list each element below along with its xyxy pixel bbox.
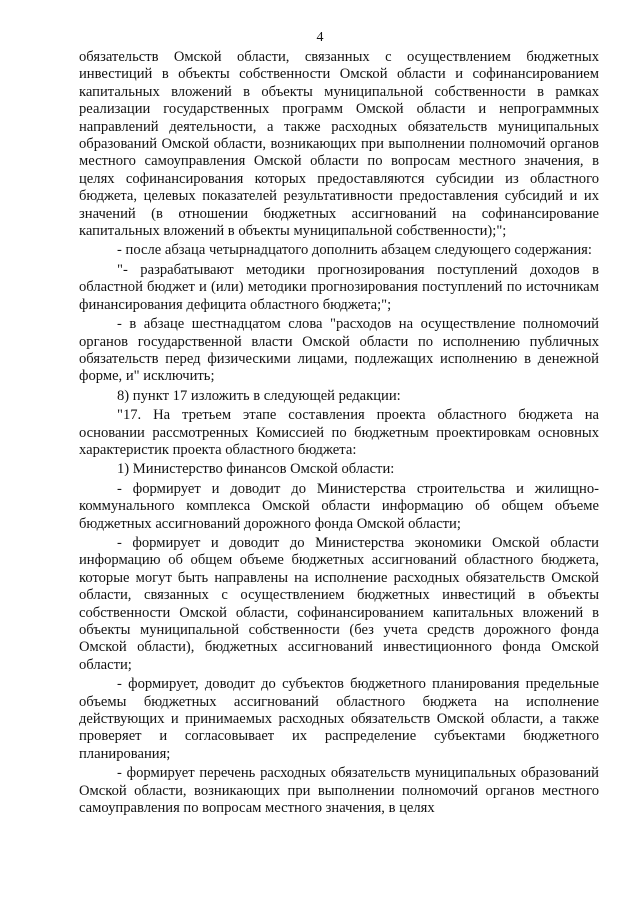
paragraph: 1) Министерство финансов Омской области: (117, 461, 395, 478)
paragraph: "- разрабатывают методики прогнозирования поступлений доходов в областной бюджет и (или) методики прогнозирования поступлений по источникам финансирования дефицита областного бюджета;"; (79, 261, 599, 313)
paragraph: обязательств Омской области, связанных с осуществлением бюджетных инвестиций в объекты собственности Омской области и софинансированием капитальных вложений в объекты муниципальной собственности в рамках реализации государственных программ Омской области и непрограммных направлений деятельности, а также расходных обязательств муниципальных образований Омской области, возникающих при выполнении полномочий органов местного самоуправления Омской области по вопросам местного значения, в целях софинансирования которых предоставляются субсидии из областного бюджета, целевых показателей результативности предоставления субсидий и их значений (в отношении бюджетных ассигнований на софинансирование капитальных вложений в объекты муниципальной собственности);"; (79, 49, 599, 240)
document-body (79, 49, 599, 819)
paragraph: "17. На третьем этапе составления проекта областного бюджета на основании рассмотренных Комиссией по бюджетным проектировкам основных характеристик проекта областного бюджета: (79, 407, 599, 458)
paragraph: - формирует, доводит до субъектов бюджетного планирования предельные объемы бюджетных ассигнований областного бюджета на исполнение действующих и принимаемых расходных обязательств Омской области, а также проверяет и согласовывает их распределение субъектами бюджетного планирования; (79, 676, 599, 762)
paragraph: - после абзаца четырнадцатого дополнить абзацем следующего содержания: (117, 242, 592, 259)
paragraph: - формирует и доводит до Министерства строительства и жилищно-коммунального комплекса Омской области информацию об общем объеме бюджетных ассигнований дорожного фонда Омской области; (79, 480, 599, 532)
paragraph: 8) пункт 17 изложить в следующей редакции: (117, 387, 401, 404)
page-number: 4 (316, 30, 324, 45)
paragraph: - формирует перечень расходных обязательств муниципальных образований Омской области, возникающих при выполнении полномочий органов местного самоуправления по вопросам местного значения, в целях (79, 765, 599, 817)
paragraph: - формирует и доводит до Министерства экономики Омской области информацию об общем объеме бюджетных ассигнований областного бюджета, которые могут быть направлены на исполнение расходных обязательств Омской области, связанных с осуществлением бюджетных инвестиций в объекты собственности Омской области, софинансированием капитальных вложений в объекты муниципальной собственности (без учета средств дорожного фонда Омской области), бюджетных ассигнований инвестиционного фонда Омской области; (79, 534, 599, 673)
paragraph: - в абзаце шестнадцатом слова "расходов на осуществление полномочий органов государственной власти Омской области по исполнению публичных обязательств перед физическими лицами, подлежащих исполнению в денежной форме, и" исключить; (79, 316, 599, 385)
